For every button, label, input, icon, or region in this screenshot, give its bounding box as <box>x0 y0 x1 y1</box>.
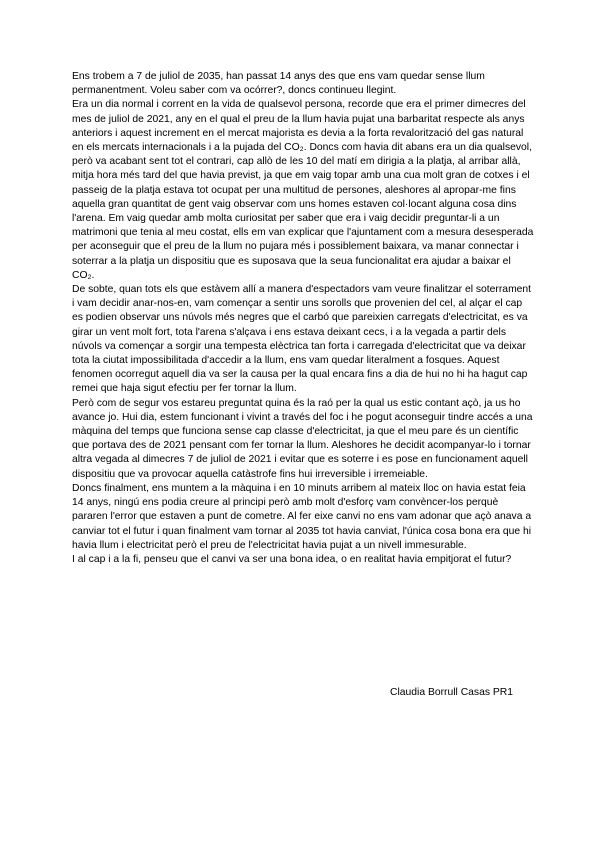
paragraph-question: I al cap i a la fi, penseu que el canvi va ser una bona idea, o en realitat havia empitjorat el futur? <box>72 553 512 565</box>
author-signature: Claudia Borrull Casas PR1 <box>390 687 514 698</box>
paragraph-beach-story: Era un dia normal i corrent en la vida de qualsevol persona, recorde que era el primer dimecres del mes de juliol de 2021, any en el qual el preu de la llum havia pujat una barbaritat respecte als anys anteriors i aquest increment en el mercat majorista es devia a la forta revalorització del gas natural en els mercats internacionals i a la pujada del CO₂. Doncs com havia dit abans era un dia qualsevol, però va acabant sent tot el contrari, cap allò de les 10 del matí em dirigia a la platja, al arribar allà, mitja hora més tard del que havia previst, ja que em vaig topar amb una cua molt gran de cotxes i el passeig de la platja estava tot ocupat per una multitud de persones, aleshores al apropar-me fins aquella gran quantitat de gent vaig observar com uns homes estaven col·locant alguna cosa dins l'arena. Em vaig quedar amb molta curiositat per saber que era i vaig decidir preguntar-li a un matrimoni que tenia al meu costat, ells em van explicar que l'ajuntament com a mesura desesperada per aconseguir que el preu de la llum no pujara més i possiblement baixara, va manar connectar i soterrar a la platja un dispositiu que es suposava que la seua funcionalitat era ajudar a baixar el CO₂. <box>72 99 534 281</box>
paragraph-intro: Ens trobem a 7 de juliol de 2035, han passat 14 anys des que ens vam quedar sense llum permanentment. Voleu saber com va ocórrer?, doncs continueu llegint. <box>72 71 485 97</box>
document-body <box>72 70 534 567</box>
paragraph-return: Doncs finalment, ens muntem a la màquina i en 10 minuts arribem al mateix lloc on havia estat feia 14 anys, ningú ens podia creure al principi però amb molt d'esforç vam convèncer-los perquè pararen l'error que estaven a punt de cometre. Al fer eixe canvi no ens vam adonar que açò anava a canviar tot el futur i quan finalment vam tornar al 2035 tot havia canviat, l'única cosa bona era que hi havia llum i electricitat però el preu de l'electricitat havia pujat a un nivell immesurable. <box>72 482 532 551</box>
paragraph-time-machine: Però com de segur vos estareu preguntat quina és la raó per la qual us estic contant açò, ja us ho avance jo. Hui dia, estem funcionant i vivint a través del foc i he pogut aconseguir tindre accés a una màquina del temps que funciona sense cap classe d'electricitat, ja que el meu pare és un científic que portava des de 2021 pensant com fer tornar la llum. Aleshores he decidit acompanyar-lo i tornar altra vegada al dimecres 7 de juliol de 2021 i evitar que es soterre i es pose en funcionament aquell dispositiu que va provocar aquella catàstrofe fins hui irreversible i irremeiable. <box>72 397 533 480</box>
paragraph-storm: De sobte, quan tots els que estàvem allí a manera d'espectadors vam veure finalitzar el soterrament i vam decidir anar-nos-en, vam començar a sentir uns sorolls que provenien del cel, al alçar el cap es podien observar uns núvols més negres que el carbó que pareixien carregats d'electricitat, es va girar un vent molt fort, tota l'arena s'alçava i ens estava deixant cecs, i a la vegada a partir dels núvols va començar a sorgir una tempesta elèctrica tan forta i carregada d'electricitat que va deixar tota la ciutat impossibilitada d'accedir a la llum, ens vam quedar literalment a fosques. Aquest fenomen ocorregut aquell dia va ser la causa per la qual encara fins a dia de hui no hi ha hagut cap remei que haja sigut efectiu per fer tornar la llum. <box>72 284 532 395</box>
